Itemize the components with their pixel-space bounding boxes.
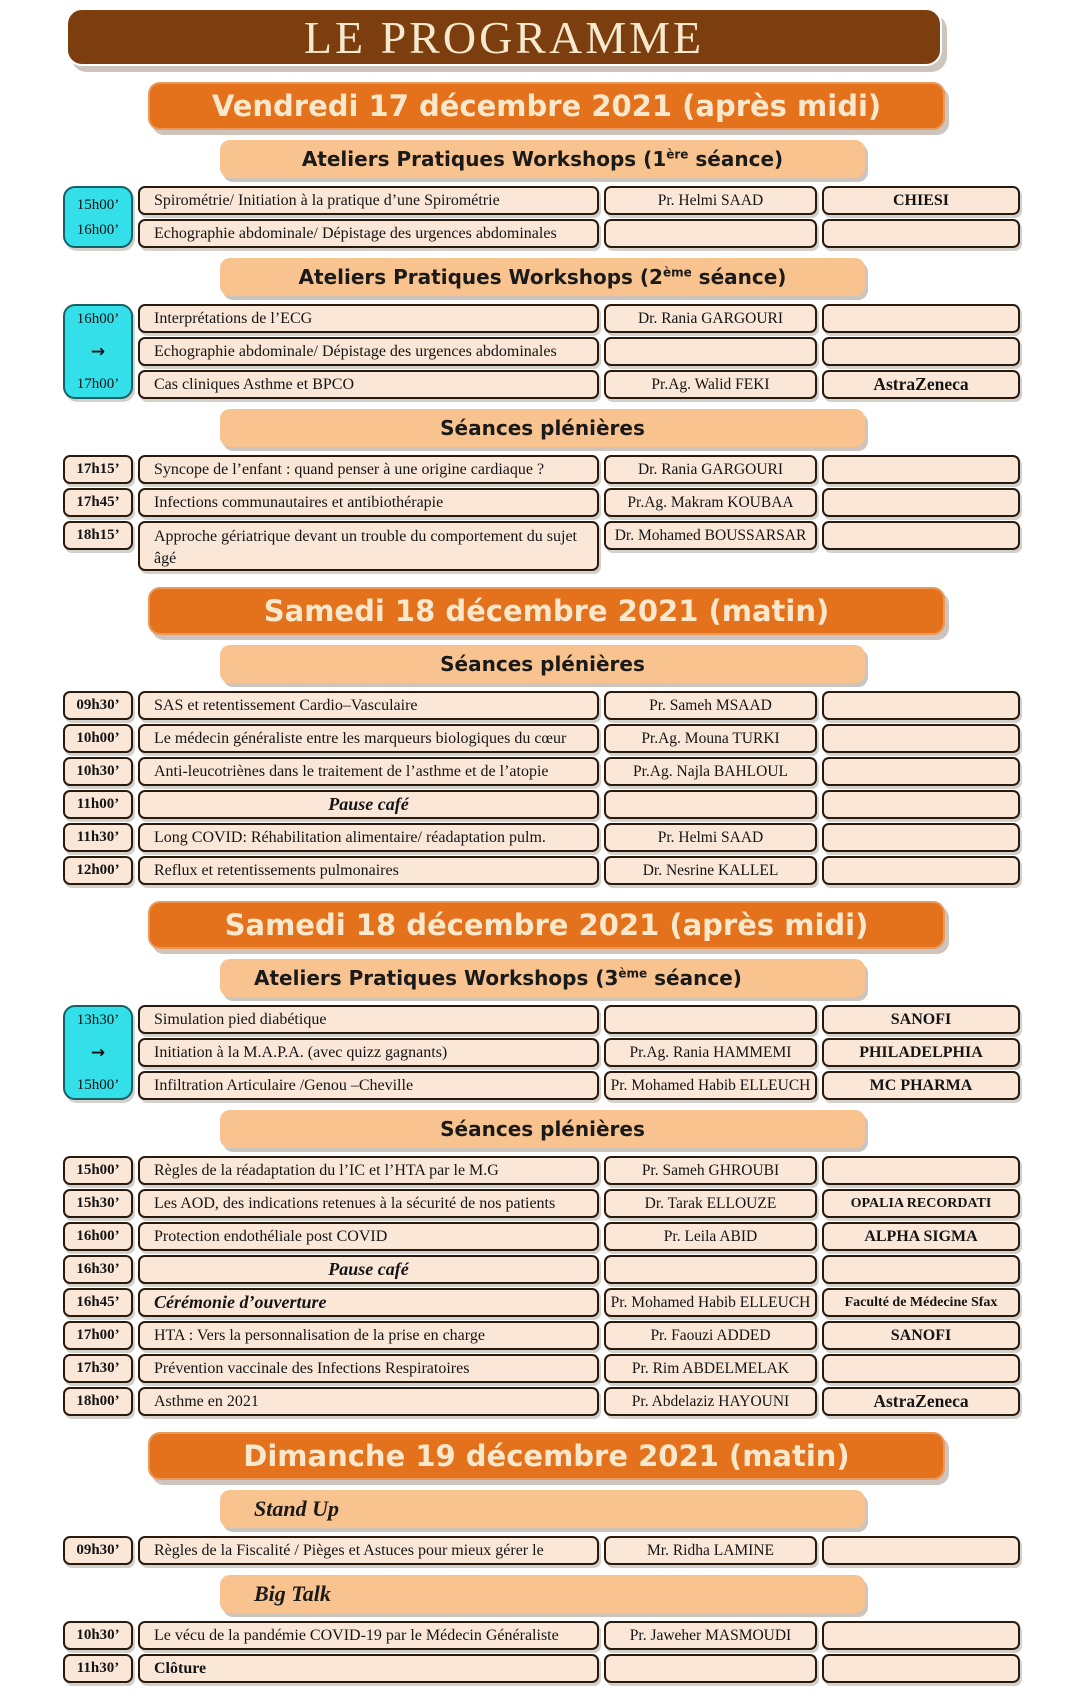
sponsor-cell bbox=[822, 219, 1020, 248]
time-label: 13h30’ bbox=[76, 1012, 120, 1028]
sponsor-cell bbox=[822, 691, 1020, 720]
banner-text: Stand Up bbox=[254, 1496, 339, 1521]
sponsor-cell bbox=[822, 1255, 1020, 1284]
section-banner-label bbox=[254, 1581, 331, 1607]
schedule-row bbox=[138, 1038, 1020, 1067]
row-list bbox=[63, 1156, 1020, 1416]
speaker-cell: Pr. Leila ABID bbox=[604, 1222, 817, 1251]
banner-text: Séances plénières bbox=[440, 1117, 645, 1141]
time-cell: 18h15’ bbox=[63, 521, 133, 550]
schedule-row bbox=[63, 1288, 1020, 1317]
sponsor-cell bbox=[822, 1621, 1020, 1650]
session-title-cell: SAS et retentissement Cardio–Vasculaire bbox=[138, 691, 599, 720]
session-title-cell: Infiltration Articulaire /Genou –Cheville bbox=[138, 1071, 599, 1100]
section-banner-label bbox=[254, 966, 742, 990]
sponsor-cell bbox=[822, 521, 1020, 550]
speaker-cell: Pr.Ag. Walid FEKI bbox=[604, 370, 817, 399]
time-cell: 09h30’ bbox=[63, 1536, 133, 1565]
speaker-cell: Dr. Tarak ELLOUZE bbox=[604, 1189, 817, 1218]
speaker-cell: Pr. Abdelaziz HAYOUNI bbox=[604, 1387, 817, 1416]
schedule-row bbox=[63, 455, 1020, 484]
session-title-cell: Infections communautaires et antibiothérapie bbox=[138, 488, 599, 517]
time-range-box bbox=[63, 304, 133, 399]
sponsor-cell bbox=[822, 856, 1020, 885]
day-banner: Samedi 18 décembre 2021 (matin) bbox=[148, 587, 945, 635]
session-title-cell: Clôture bbox=[138, 1654, 599, 1683]
schedule-row bbox=[138, 337, 1020, 366]
time-cell: 10h30’ bbox=[63, 1621, 133, 1650]
sponsor-cell bbox=[822, 337, 1020, 366]
schedule-group bbox=[63, 455, 1020, 571]
speaker-cell: Pr. Sameh GHROUBI bbox=[604, 1156, 817, 1185]
time-range-box bbox=[63, 1005, 133, 1100]
speaker-cell: Dr. Rania GARGOURI bbox=[604, 455, 817, 484]
section-banner bbox=[220, 1575, 865, 1613]
time-cell: 18h00’ bbox=[63, 1387, 133, 1416]
sponsor-cell bbox=[822, 757, 1020, 786]
banner-text: Ateliers Pratiques Workshops (3 bbox=[254, 966, 619, 990]
sponsor-cell bbox=[822, 488, 1020, 517]
schedule-group bbox=[63, 304, 1020, 399]
sponsor-cell: SANOFI bbox=[822, 1321, 1020, 1350]
sponsor-cell bbox=[822, 1654, 1020, 1683]
session-title-cell: Asthme en 2021 bbox=[138, 1387, 599, 1416]
session-title-cell: Echographie abdominale/ Dépistage des urgences abdominales bbox=[138, 337, 599, 366]
banner-text: séance) bbox=[691, 265, 787, 289]
section-banner bbox=[220, 1110, 865, 1148]
banner-text: séance) bbox=[647, 966, 742, 990]
speaker-cell: Pr.Ag. Mouna TURKI bbox=[604, 724, 817, 753]
session-title-cell: Initiation à la M.A.P.A. (avec quizz gagnants) bbox=[138, 1038, 599, 1067]
arrow-right-icon: → bbox=[90, 1042, 106, 1063]
schedule-row bbox=[63, 823, 1020, 852]
sponsor-cell: Faculté de Médecine Sfax bbox=[822, 1288, 1020, 1317]
schedule-group bbox=[63, 1005, 1020, 1100]
row-list bbox=[63, 691, 1020, 885]
schedule-group bbox=[63, 1621, 1020, 1683]
section-banner bbox=[220, 409, 865, 447]
sponsor-cell bbox=[822, 790, 1020, 819]
session-title-cell: Protection endothéliale post COVID bbox=[138, 1222, 599, 1251]
schedule-row bbox=[138, 304, 1020, 333]
day-banner: Vendredi 17 décembre 2021 (après midi) bbox=[148, 82, 945, 130]
speaker-cell bbox=[604, 219, 817, 248]
banner-superscript: ème bbox=[662, 265, 692, 280]
schedule-row bbox=[138, 219, 1020, 248]
session-title-cell: Règles de la Fiscalité / Pièges et Astuces pour mieux gérer le bbox=[138, 1536, 599, 1565]
sponsor-cell bbox=[822, 1156, 1020, 1185]
sponsor-cell: PHILADELPHIA bbox=[822, 1038, 1020, 1067]
session-title-cell: Echographie abdominale/ Dépistage des urgences abdominales bbox=[138, 219, 599, 248]
banner-text: Séances plénières bbox=[440, 416, 645, 440]
schedule-row bbox=[63, 724, 1020, 753]
time-cell: 16h30’ bbox=[63, 1255, 133, 1284]
speaker-cell: Pr. Mohamed Habib ELLEUCH bbox=[604, 1288, 817, 1317]
speaker-cell bbox=[604, 790, 817, 819]
schedule-row bbox=[63, 1321, 1020, 1350]
sponsor-cell bbox=[822, 455, 1020, 484]
schedule-row bbox=[63, 1189, 1020, 1218]
time-cell: 10h30’ bbox=[63, 757, 133, 786]
time-cell: 17h45’ bbox=[63, 488, 133, 517]
session-title-cell: Cas cliniques Asthme et BPCO bbox=[138, 370, 599, 399]
schedule-row bbox=[63, 856, 1020, 885]
time-label: 15h00’ bbox=[76, 1077, 120, 1093]
time-cell: 17h30’ bbox=[63, 1354, 133, 1383]
speaker-cell bbox=[604, 1255, 817, 1284]
section-banner bbox=[220, 645, 865, 683]
time-cell: 11h30’ bbox=[63, 823, 133, 852]
session-title-cell: Le médecin généraliste entre les marqueurs biologiques du cœur bbox=[138, 724, 599, 753]
session-title-cell: Simulation pied diabétique bbox=[138, 1005, 599, 1034]
session-title-cell: Pause café bbox=[138, 790, 599, 819]
sponsor-cell: AstraZeneca bbox=[822, 370, 1020, 399]
speaker-cell: Pr. Helmi SAAD bbox=[604, 823, 817, 852]
section-banner-label bbox=[254, 1496, 339, 1522]
time-cell: 15h30’ bbox=[63, 1189, 133, 1218]
row-list bbox=[63, 1536, 1020, 1565]
banner-text: Big Talk bbox=[254, 1581, 331, 1606]
session-title-cell: Les AOD, des indications retenues à la sécurité de nos patients bbox=[138, 1189, 599, 1218]
row-list bbox=[63, 455, 1020, 571]
speaker-cell: Pr.Ag. Rania HAMMEMI bbox=[604, 1038, 817, 1067]
schedule-group bbox=[63, 186, 1020, 248]
time-cell: 16h00’ bbox=[63, 1222, 133, 1251]
program-days bbox=[0, 82, 1080, 1683]
sponsor-cell bbox=[822, 1536, 1020, 1565]
schedule-row bbox=[63, 691, 1020, 720]
section-banner-label bbox=[299, 265, 787, 289]
speaker-cell: Dr. Nesrine KALLEL bbox=[604, 856, 817, 885]
session-title-cell: Syncope de l’enfant : quand penser à une origine cardiaque ? bbox=[138, 455, 599, 484]
time-cell: 16h45’ bbox=[63, 1288, 133, 1317]
speaker-cell: Pr. Sameh MSAAD bbox=[604, 691, 817, 720]
speaker-cell bbox=[604, 1005, 817, 1034]
speaker-cell: Pr.Ag. Najla BAHLOUL bbox=[604, 757, 817, 786]
session-title-cell: HTA : Vers la personnalisation de la prise en charge bbox=[138, 1321, 599, 1350]
banner-superscript: ère bbox=[666, 147, 689, 162]
section-banner-label bbox=[440, 652, 645, 676]
schedule-row bbox=[63, 1536, 1020, 1565]
section-banner bbox=[220, 258, 865, 296]
row-list bbox=[138, 304, 1020, 399]
row-list bbox=[63, 1621, 1020, 1683]
time-label: 16h00’ bbox=[76, 311, 120, 327]
time-cell: 11h00’ bbox=[63, 790, 133, 819]
speaker-cell bbox=[604, 337, 817, 366]
session-title-cell: Anti-leucotriènes dans le traitement de l’asthme et de l’atopie bbox=[138, 757, 599, 786]
sponsor-cell: MC PHARMA bbox=[822, 1071, 1020, 1100]
speaker-cell: Pr. Faouzi ADDED bbox=[604, 1321, 817, 1350]
banner-superscript: ème bbox=[618, 966, 648, 981]
schedule-row bbox=[63, 1654, 1020, 1683]
schedule-row bbox=[138, 1071, 1020, 1100]
sponsor-cell bbox=[822, 304, 1020, 333]
session-title-cell: Pause café bbox=[138, 1255, 599, 1284]
speaker-cell bbox=[604, 1654, 817, 1683]
banner-text: Ateliers Pratiques Workshops (1 bbox=[301, 147, 667, 171]
sponsor-cell: AstraZeneca bbox=[822, 1387, 1020, 1416]
speaker-cell: Pr. Rim ABDELMELAK bbox=[604, 1354, 817, 1383]
arrow-right-icon: → bbox=[90, 341, 106, 362]
sponsor-cell: SANOFI bbox=[822, 1005, 1020, 1034]
section-banner bbox=[220, 1490, 865, 1528]
banner-text: séance) bbox=[688, 147, 784, 171]
session-title-cell: Cérémonie d’ouverture bbox=[138, 1288, 599, 1317]
session-title-cell: Reflux et retentissements pulmonaires bbox=[138, 856, 599, 885]
schedule-row bbox=[138, 370, 1020, 399]
time-label: 17h00’ bbox=[76, 376, 120, 392]
time-range-box bbox=[63, 186, 133, 248]
speaker-cell: Pr. Jaweher MASMOUDI bbox=[604, 1621, 817, 1650]
schedule-row bbox=[63, 1156, 1020, 1185]
speaker-cell: Pr. Mohamed Habib ELLEUCH bbox=[604, 1071, 817, 1100]
schedule-row bbox=[138, 186, 1020, 215]
session-title-cell: Long COVID: Réhabilitation alimentaire/ réadaptation pulm. bbox=[138, 823, 599, 852]
schedule-group bbox=[63, 1156, 1020, 1416]
speaker-cell: Dr. Rania GARGOURI bbox=[604, 304, 817, 333]
sponsor-cell: OPALIA RECORDATI bbox=[822, 1189, 1020, 1218]
banner-text: Séances plénières bbox=[440, 652, 645, 676]
section-banner-label bbox=[440, 416, 645, 440]
day-banner: Dimanche 19 décembre 2021 (matin) bbox=[148, 1432, 945, 1480]
time-cell: 10h00’ bbox=[63, 724, 133, 753]
day-banner: Samedi 18 décembre 2021 (après midi) bbox=[148, 901, 945, 949]
section-banner bbox=[220, 140, 865, 178]
sponsor-cell bbox=[822, 823, 1020, 852]
session-title-cell: Le vécu de la pandémie COVID-19 par le Médecin Généraliste bbox=[138, 1621, 599, 1650]
schedule-row bbox=[63, 1621, 1020, 1650]
schedule-row bbox=[138, 1005, 1020, 1034]
schedule-row bbox=[63, 521, 1020, 571]
session-title-cell: Règles de la réadaptation du l’IC et l’HTA par le M.G bbox=[138, 1156, 599, 1185]
section-banner bbox=[220, 959, 865, 997]
schedule-row bbox=[63, 1354, 1020, 1383]
row-list bbox=[138, 1005, 1020, 1100]
schedule-row bbox=[63, 1255, 1020, 1284]
schedule-group bbox=[63, 691, 1020, 885]
speaker-cell: Pr. Helmi SAAD bbox=[604, 186, 817, 215]
schedule-row bbox=[63, 1222, 1020, 1251]
time-cell: 15h00’ bbox=[63, 1156, 133, 1185]
session-title-cell: Spirométrie/ Initiation à la pratique d’une Spirométrie bbox=[138, 186, 599, 215]
sponsor-cell: ALPHA SIGMA bbox=[822, 1222, 1020, 1251]
sponsor-cell: CHIESI bbox=[822, 186, 1020, 215]
session-title-cell: Interprétations de l’ECG bbox=[138, 304, 599, 333]
row-list bbox=[138, 186, 1020, 248]
page-title: LE PROGRAMME bbox=[66, 8, 942, 66]
time-label: 15h00’ bbox=[76, 196, 120, 213]
time-cell: 09h30’ bbox=[63, 691, 133, 720]
sponsor-cell bbox=[822, 724, 1020, 753]
schedule-row bbox=[63, 488, 1020, 517]
time-cell: 11h30’ bbox=[63, 1654, 133, 1683]
time-cell: 17h00’ bbox=[63, 1321, 133, 1350]
schedule-row bbox=[63, 757, 1020, 786]
section-banner-label bbox=[440, 1117, 645, 1141]
speaker-cell: Dr. Mohamed BOUSSARSAR bbox=[604, 521, 817, 550]
schedule-row bbox=[63, 790, 1020, 819]
banner-text: Ateliers Pratiques Workshops (2 bbox=[298, 265, 663, 289]
session-title-cell: Prévention vaccinale des Infections Respiratoires bbox=[138, 1354, 599, 1383]
session-title-cell: Approche gériatrique devant un trouble du comportement du sujet âgé bbox=[138, 521, 599, 571]
time-cell: 12h00’ bbox=[63, 856, 133, 885]
section-banner-label bbox=[302, 147, 783, 171]
schedule-group bbox=[63, 1536, 1020, 1565]
speaker-cell: Pr.Ag. Makram KOUBAA bbox=[604, 488, 817, 517]
sponsor-cell bbox=[822, 1354, 1020, 1383]
time-cell: 17h15’ bbox=[63, 455, 133, 484]
time-label: 16h00’ bbox=[76, 221, 120, 238]
speaker-cell: Mr. Ridha LAMINE bbox=[604, 1536, 817, 1565]
schedule-row bbox=[63, 1387, 1020, 1416]
